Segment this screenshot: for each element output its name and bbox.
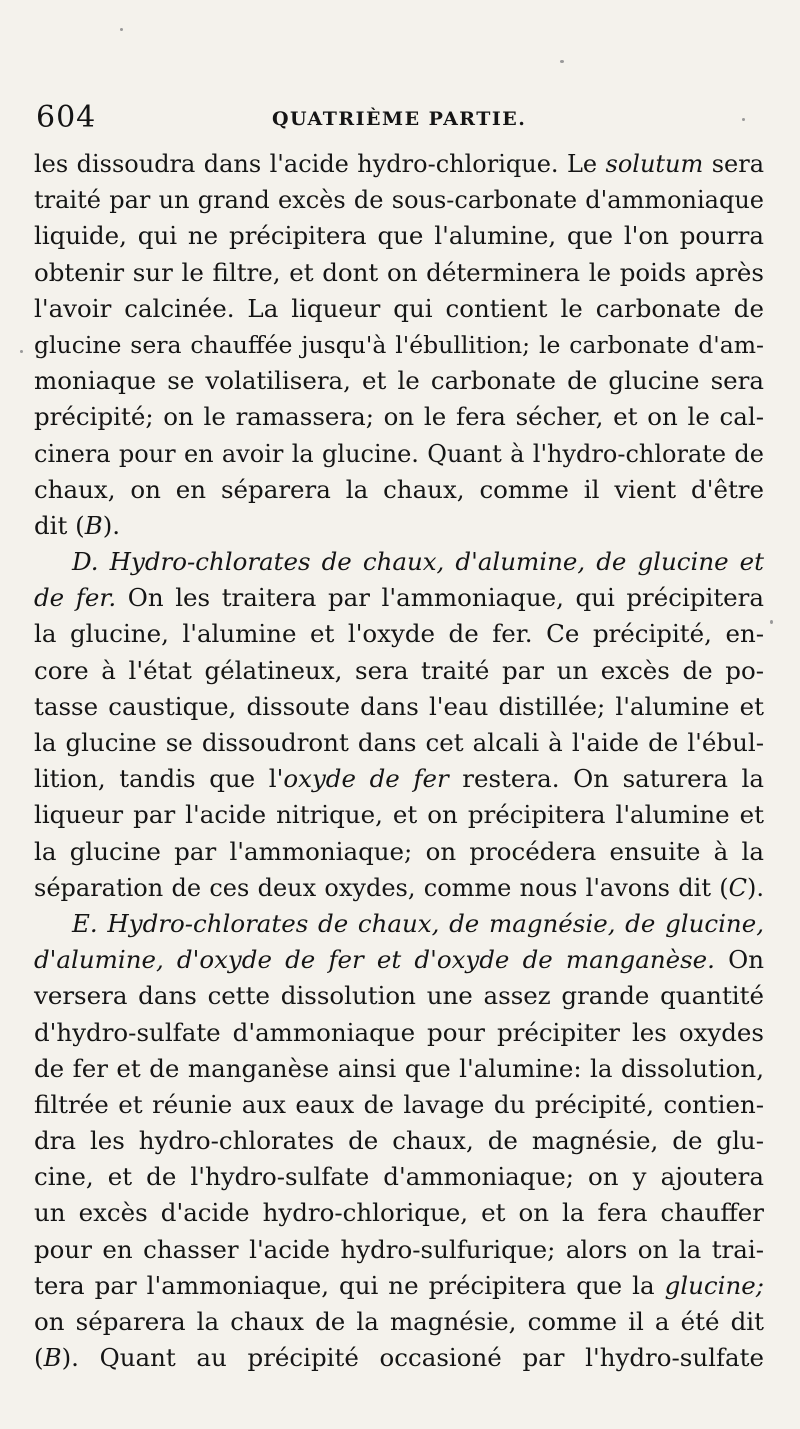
italic-segment: B: [84, 510, 103, 540]
italic-segment: oxyde de fer: [283, 764, 449, 794]
text-segment: versera dans cette dissolution une assez grande quantité: [34, 981, 764, 1011]
text-segment: (: [34, 1343, 44, 1373]
text-segment: l'avoir calcinée. La liqueur qui contient le carbonate de: [34, 293, 764, 323]
text-segment: liqueur par l'acide nitrique, et on précipitera l'alumine et: [34, 800, 764, 830]
text-segment: obtenir sur le filtre, et dont on déterminera le poids après: [34, 257, 764, 287]
text-segment: dit (: [34, 510, 85, 540]
text-line: [34, 1051, 764, 1087]
text-segment: cine, et de l'hydro-sulfate d'ammoniaque; on y ajoutera: [34, 1162, 764, 1192]
text-line: [34, 436, 764, 472]
italic-segment: D. Hydro-chlorates de chaux, d'alumine, de glucine et: [72, 547, 764, 577]
text-segment: traité par un grand excès de sous-carbonate d'ammoniaque: [34, 186, 764, 215]
text-segment: restera. On saturera la: [448, 764, 764, 794]
text-line: [34, 399, 764, 435]
text-segment: tera par l'ammoniaque, qui ne précipitera que la: [34, 1270, 665, 1300]
text-line: [34, 182, 764, 218]
text-line: [34, 689, 764, 725]
text-line: [34, 327, 764, 363]
text-segment: liquide, qui ne précipitera que l'alumine, que l'on pourra: [34, 221, 764, 251]
text-line: [34, 1015, 764, 1051]
text-line: [34, 1232, 764, 1268]
text-segment: on séparera la chaux de la magnésie, comme il a été dit: [34, 1307, 764, 1336]
italic-segment: d'alumine, d'oxyde de fer et d'oxyde de manganèse.: [34, 945, 715, 975]
text-segment: filtrée et réunie aux eaux de lavage du précipité, contien-: [34, 1089, 764, 1119]
text-line: [34, 472, 764, 508]
text-line: [34, 978, 764, 1014]
text-segment: dra les hydro-chlorates de chaux, de magnésie, de glu-: [34, 1126, 764, 1156]
text-segment: la glucine se dissoudront dans cet alcali à l'aide de l'ébul-: [34, 728, 764, 757]
text-line: [34, 906, 764, 942]
text-line: [34, 1123, 764, 1159]
text-segment: de fer et de manganèse ainsi que l'alumine: la dissolution,: [34, 1053, 764, 1083]
text-line: [34, 544, 764, 580]
italic-segment: B: [43, 1343, 62, 1373]
text-segment: ).: [102, 510, 121, 540]
text-segment: séparation de ces deux oxydes, comme nous l'avons dit (: [34, 873, 729, 902]
text-line: [34, 218, 764, 254]
text-segment: tasse caustique, dissoute dans l'eau distillée; l'alumine et: [34, 691, 764, 721]
text-line: [34, 942, 764, 978]
page-number: 604: [36, 100, 97, 135]
text-segment: ). Quant au précipité occasioné par l'hydro-sulfate: [61, 1343, 764, 1373]
text-segment: pour en chasser l'acide hydro-sulfurique; alors on la trai-: [34, 1234, 764, 1264]
text-segment: d'hydro-sulfate d'ammoniaque pour précipiter les oxydes: [34, 1017, 764, 1047]
text-segment: lition, tandis que l': [34, 764, 284, 794]
print-speck: [120, 28, 123, 31]
text-segment: cinera pour en avoir la glucine. Quant à l'hydro-chlorate de: [34, 439, 764, 468]
text-line: [34, 1087, 764, 1123]
text-line: [34, 255, 764, 291]
text-segment: moniaque se volatilisera, et le carbonate de glucine sera: [34, 366, 764, 396]
text-segment: un excès d'acide hydro-chlorique, et on la fera chauffer: [34, 1198, 764, 1228]
text-segment: On les traitera par l'ammoniaque, qui précipitera: [116, 583, 764, 613]
text-line: [34, 834, 764, 870]
italic-segment: solutum: [605, 150, 704, 178]
text-line: [34, 1195, 764, 1231]
text-segment: ).: [747, 873, 764, 902]
text-segment: On: [714, 945, 764, 975]
text-segment: glucine sera chauffée jusqu'à l'ébullition; le carbonate d'am-: [34, 330, 764, 359]
text-line: [34, 1159, 764, 1195]
text-segment: chaux, on en séparera la chaux, comme il vient d'être: [34, 474, 764, 504]
print-speck: [742, 118, 745, 121]
italic-segment: E. Hydro-chlorates de chaux, de magnésie, de glucine,: [72, 908, 764, 938]
text-line: [34, 653, 764, 689]
text-line: [34, 1268, 764, 1304]
text-segment: la glucine par l'ammoniaque; on procédera ensuite à la: [34, 836, 764, 866]
text-line: [34, 797, 764, 833]
text-line: [34, 580, 764, 616]
text-line: [34, 1340, 764, 1376]
text-segment: la glucine, l'alumine et l'oxyde de fer. Ce précipité, en-: [34, 619, 764, 649]
text-line: [34, 725, 764, 761]
running-head: QUATRIÈME PARTIE.: [272, 108, 527, 130]
italic-segment: glucine;: [664, 1270, 764, 1300]
text-line: [34, 291, 764, 327]
text-segment: les dissoudra dans l'acide hydro-chlorique. Le: [34, 150, 606, 178]
italic-segment: C: [728, 873, 747, 902]
text-line: [34, 508, 764, 544]
print-speck: [770, 620, 773, 624]
text-segment: précipité; on le ramassera; on le fera sécher, et on le cal-: [34, 402, 764, 432]
text-line: [34, 870, 764, 906]
body-text: [34, 146, 764, 1376]
text-segment: sera: [703, 150, 764, 178]
text-line: [34, 363, 764, 399]
print-speck: [20, 350, 23, 353]
text-line: [34, 761, 764, 797]
print-speck: [560, 60, 564, 63]
italic-segment: de fer.: [34, 583, 117, 613]
text-line: [34, 1304, 764, 1340]
text-line: [34, 616, 764, 652]
text-line: [34, 146, 764, 182]
text-segment: core à l'état gélatineux, sera traité par un excès de po-: [34, 655, 764, 685]
page-header: [36, 100, 756, 140]
